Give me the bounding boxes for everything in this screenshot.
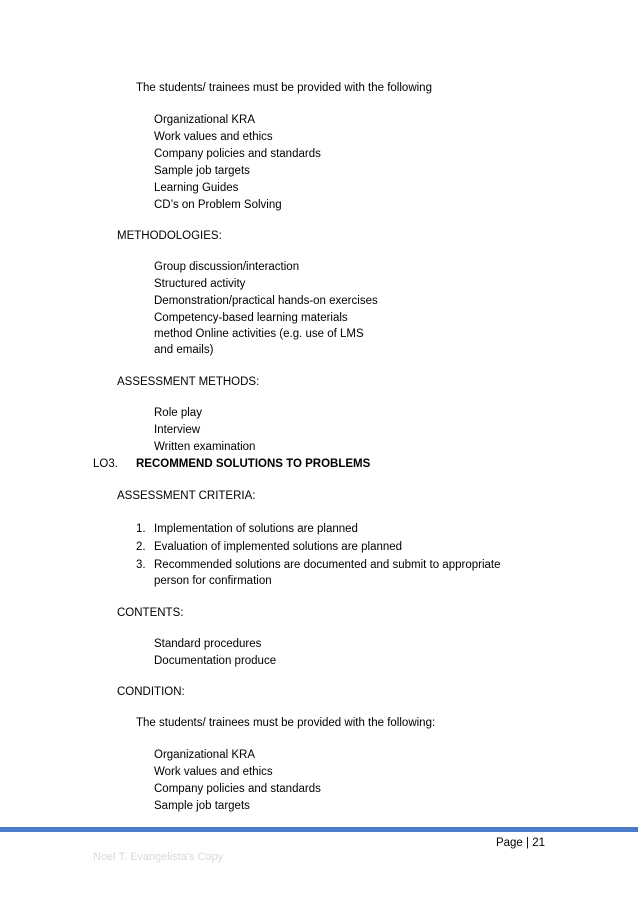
watermark: Noel T. Evangelista's Copy	[93, 851, 224, 863]
list-item: Documentation produce	[154, 655, 277, 667]
list-item: Work values and ethics	[154, 766, 273, 778]
list-number: 2.	[136, 541, 146, 553]
list-item: Structured activity	[154, 278, 246, 290]
assessment-criteria-heading: ASSESSMENT CRITERIA:	[117, 490, 256, 502]
condition-intro: The students/ trainees must be provided with the following	[136, 82, 432, 94]
assessment-methods-heading: ASSESSMENT METHODS:	[117, 376, 260, 388]
list-item: Group discussion/interaction	[154, 261, 300, 273]
list-item: Sample job targets	[154, 165, 250, 177]
list-item: Organizational KRA	[154, 749, 255, 761]
lo-number: LO3.	[93, 458, 118, 470]
list-item: Work values and ethics	[154, 131, 273, 143]
list-item: Written examination	[154, 441, 256, 453]
list-item: Evaluation of implemented solutions are planned	[154, 541, 403, 553]
list-item: Demonstration/practical hands-on exercises	[154, 295, 378, 307]
list-item: Role play	[154, 407, 202, 419]
list-item: Company policies and standards	[154, 783, 321, 795]
list-item: Recommended solutions are documented and submit to appropriate	[154, 559, 501, 571]
list-number: 3.	[136, 559, 146, 571]
condition-heading: CONDITION:	[117, 686, 185, 698]
list-item: method Online activities (e.g. use of LMS	[154, 328, 364, 340]
list-item: Implementation of solutions are planned	[154, 523, 358, 535]
lo-title: RECOMMEND SOLUTIONS TO PROBLEMS	[136, 458, 371, 470]
list-item: Competency-based learning materials	[154, 312, 348, 324]
contents-heading: CONTENTS:	[117, 607, 184, 619]
condition-intro: The students/ trainees must be provided with the following:	[136, 717, 436, 729]
methodologies-heading: METHODOLOGIES:	[117, 230, 222, 242]
list-item: CD’s on Problem Solving	[154, 199, 282, 211]
list-item-continuation: person for confirmation	[154, 575, 272, 587]
list-number: 1.	[136, 523, 146, 535]
list-item: Interview	[154, 424, 201, 436]
list-item: Standard procedures	[154, 638, 262, 650]
list-item: Learning Guides	[154, 182, 239, 194]
list-item: and emails)	[154, 344, 214, 356]
list-item: Organizational KRA	[154, 114, 255, 126]
list-item: Sample job targets	[154, 800, 250, 812]
footer-divider	[0, 827, 638, 832]
list-item: Company policies and standards	[154, 148, 321, 160]
page-number: Page | 21	[495, 837, 545, 849]
